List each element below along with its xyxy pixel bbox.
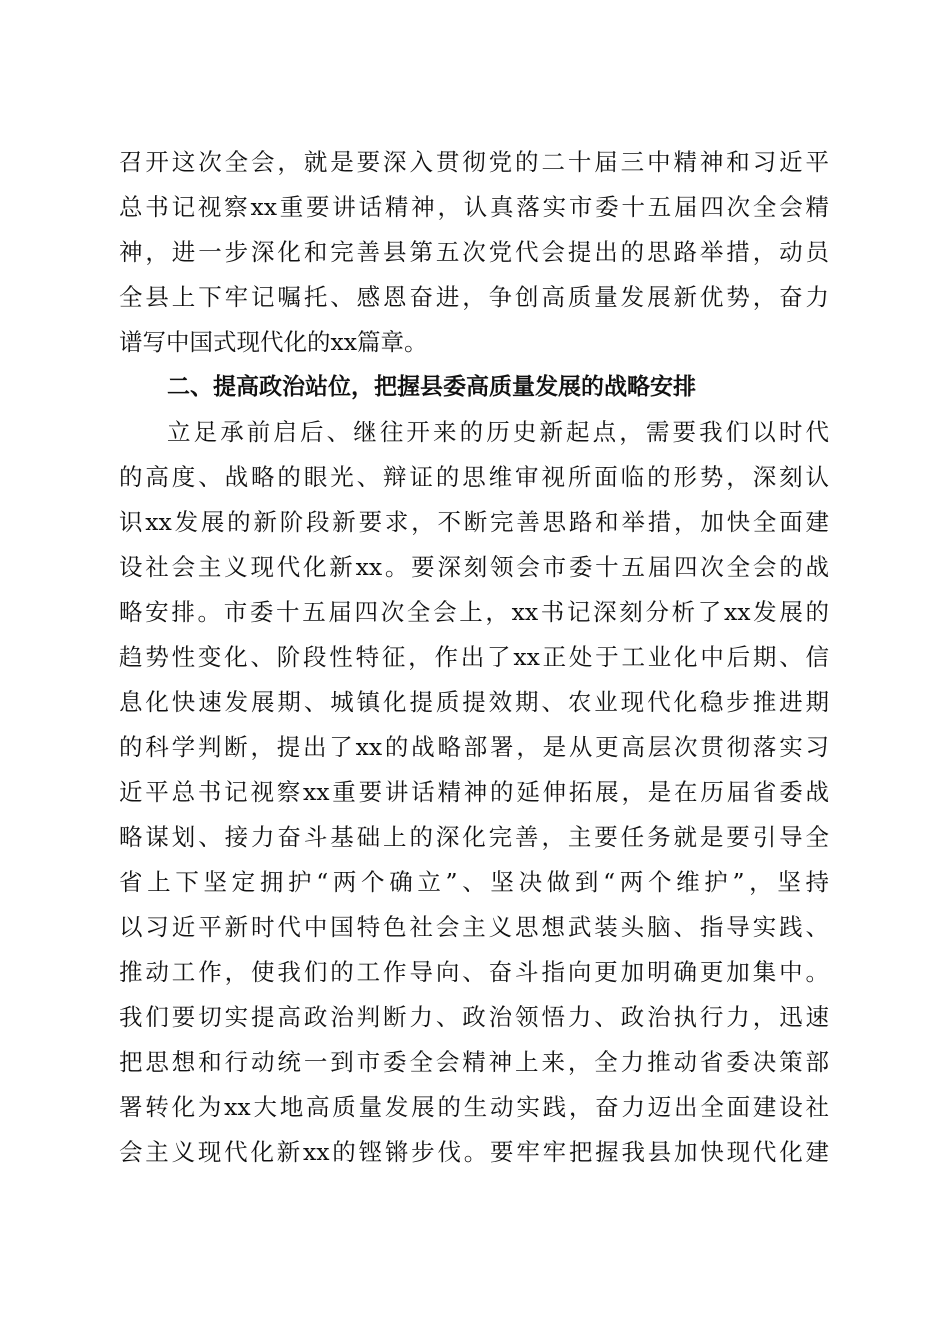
paragraph-2-line: 立足承前启后、继往开来的历史新起点，需要我们以时代 <box>167 418 829 446</box>
paragraph-2-line: 略谋划、接力奋斗基础上的深化完善，主要任务就是要引导全 <box>119 823 829 851</box>
paragraph-2-line: 略安排。市委十五届四次全会上，xx书记深刻分析了xx发展的 <box>119 598 829 626</box>
paragraph-2-line: 趋势性变化、阶段性特征，作出了xx正处于工业化中后期、信 <box>119 643 829 671</box>
paragraph-2-line: 的科学判断，提出了xx的战略部署，是从更高层次贯彻落实习 <box>119 733 829 761</box>
paragraph-1 <box>119 140 829 365</box>
paragraph-2 <box>119 410 829 1175</box>
paragraph-2-line: 识xx发展的新阶段新要求，不断完善思路和举措，加快全面建 <box>119 508 829 536</box>
paragraph-2-line: 省上下坚定拥护“两个确立”、坚决做到“两个维护”，坚持 <box>119 868 829 896</box>
paragraph-2-line: 的高度、战略的眼光、辩证的思维审视所面临的形势，深刻认 <box>119 463 829 491</box>
paragraph-2-line: 署转化为xx大地高质量发展的生动实践，奋力迈出全面建设社 <box>119 1093 829 1121</box>
paragraph-2-line: 息化快速发展期、城镇化提质提效期、农业现代化稳步推进期 <box>119 688 829 716</box>
document-body <box>119 140 829 1175</box>
paragraph-2-line: 我们要切实提高政治判断力、政治领悟力、政治执行力，迅速 <box>119 1003 829 1031</box>
paragraph-1-line: 神，进一步深化和完善县第五次党代会提出的思路举措，动员 <box>119 238 829 266</box>
paragraph-1-line: 总书记视察xx重要讲话精神，认真落实市委十五届四次全会精 <box>119 193 829 221</box>
paragraph-2-line: 以习近平新时代中国特色社会主义思想武装头脑、指导实践、 <box>119 913 829 941</box>
section-heading-2: 二、提高政治站位，把握县委高质量发展的战略安排 <box>167 374 696 400</box>
paragraph-2-line: 近平总书记视察xx重要讲话精神的延伸拓展，是在历届省委战 <box>119 778 829 806</box>
paragraph-2-line: 设社会主义现代化新xx。要深刻领会市委十五届四次全会的战 <box>119 553 829 581</box>
paragraph-2-line: 把思想和行动统一到市委全会精神上来，全力推动省委决策部 <box>119 1048 829 1076</box>
paragraph-1-line: 召开这次全会，就是要深入贯彻党的二十届三中精神和习近平 <box>119 148 829 176</box>
paragraph-1-line: 全县上下牢记嘱托、感恩奋进，争创高质量发展新优势，奋力 <box>119 283 829 311</box>
paragraph-2-line: 推动工作，使我们的工作导向、奋斗指向更加明确更加集中。 <box>119 958 829 986</box>
paragraph-2-line: 会主义现代化新xx的铿锵步伐。要牢牢把握我县加快现代化建 <box>119 1138 829 1166</box>
paragraph-1-line: 谱写中国式现代化的xx篇章。 <box>119 328 428 356</box>
